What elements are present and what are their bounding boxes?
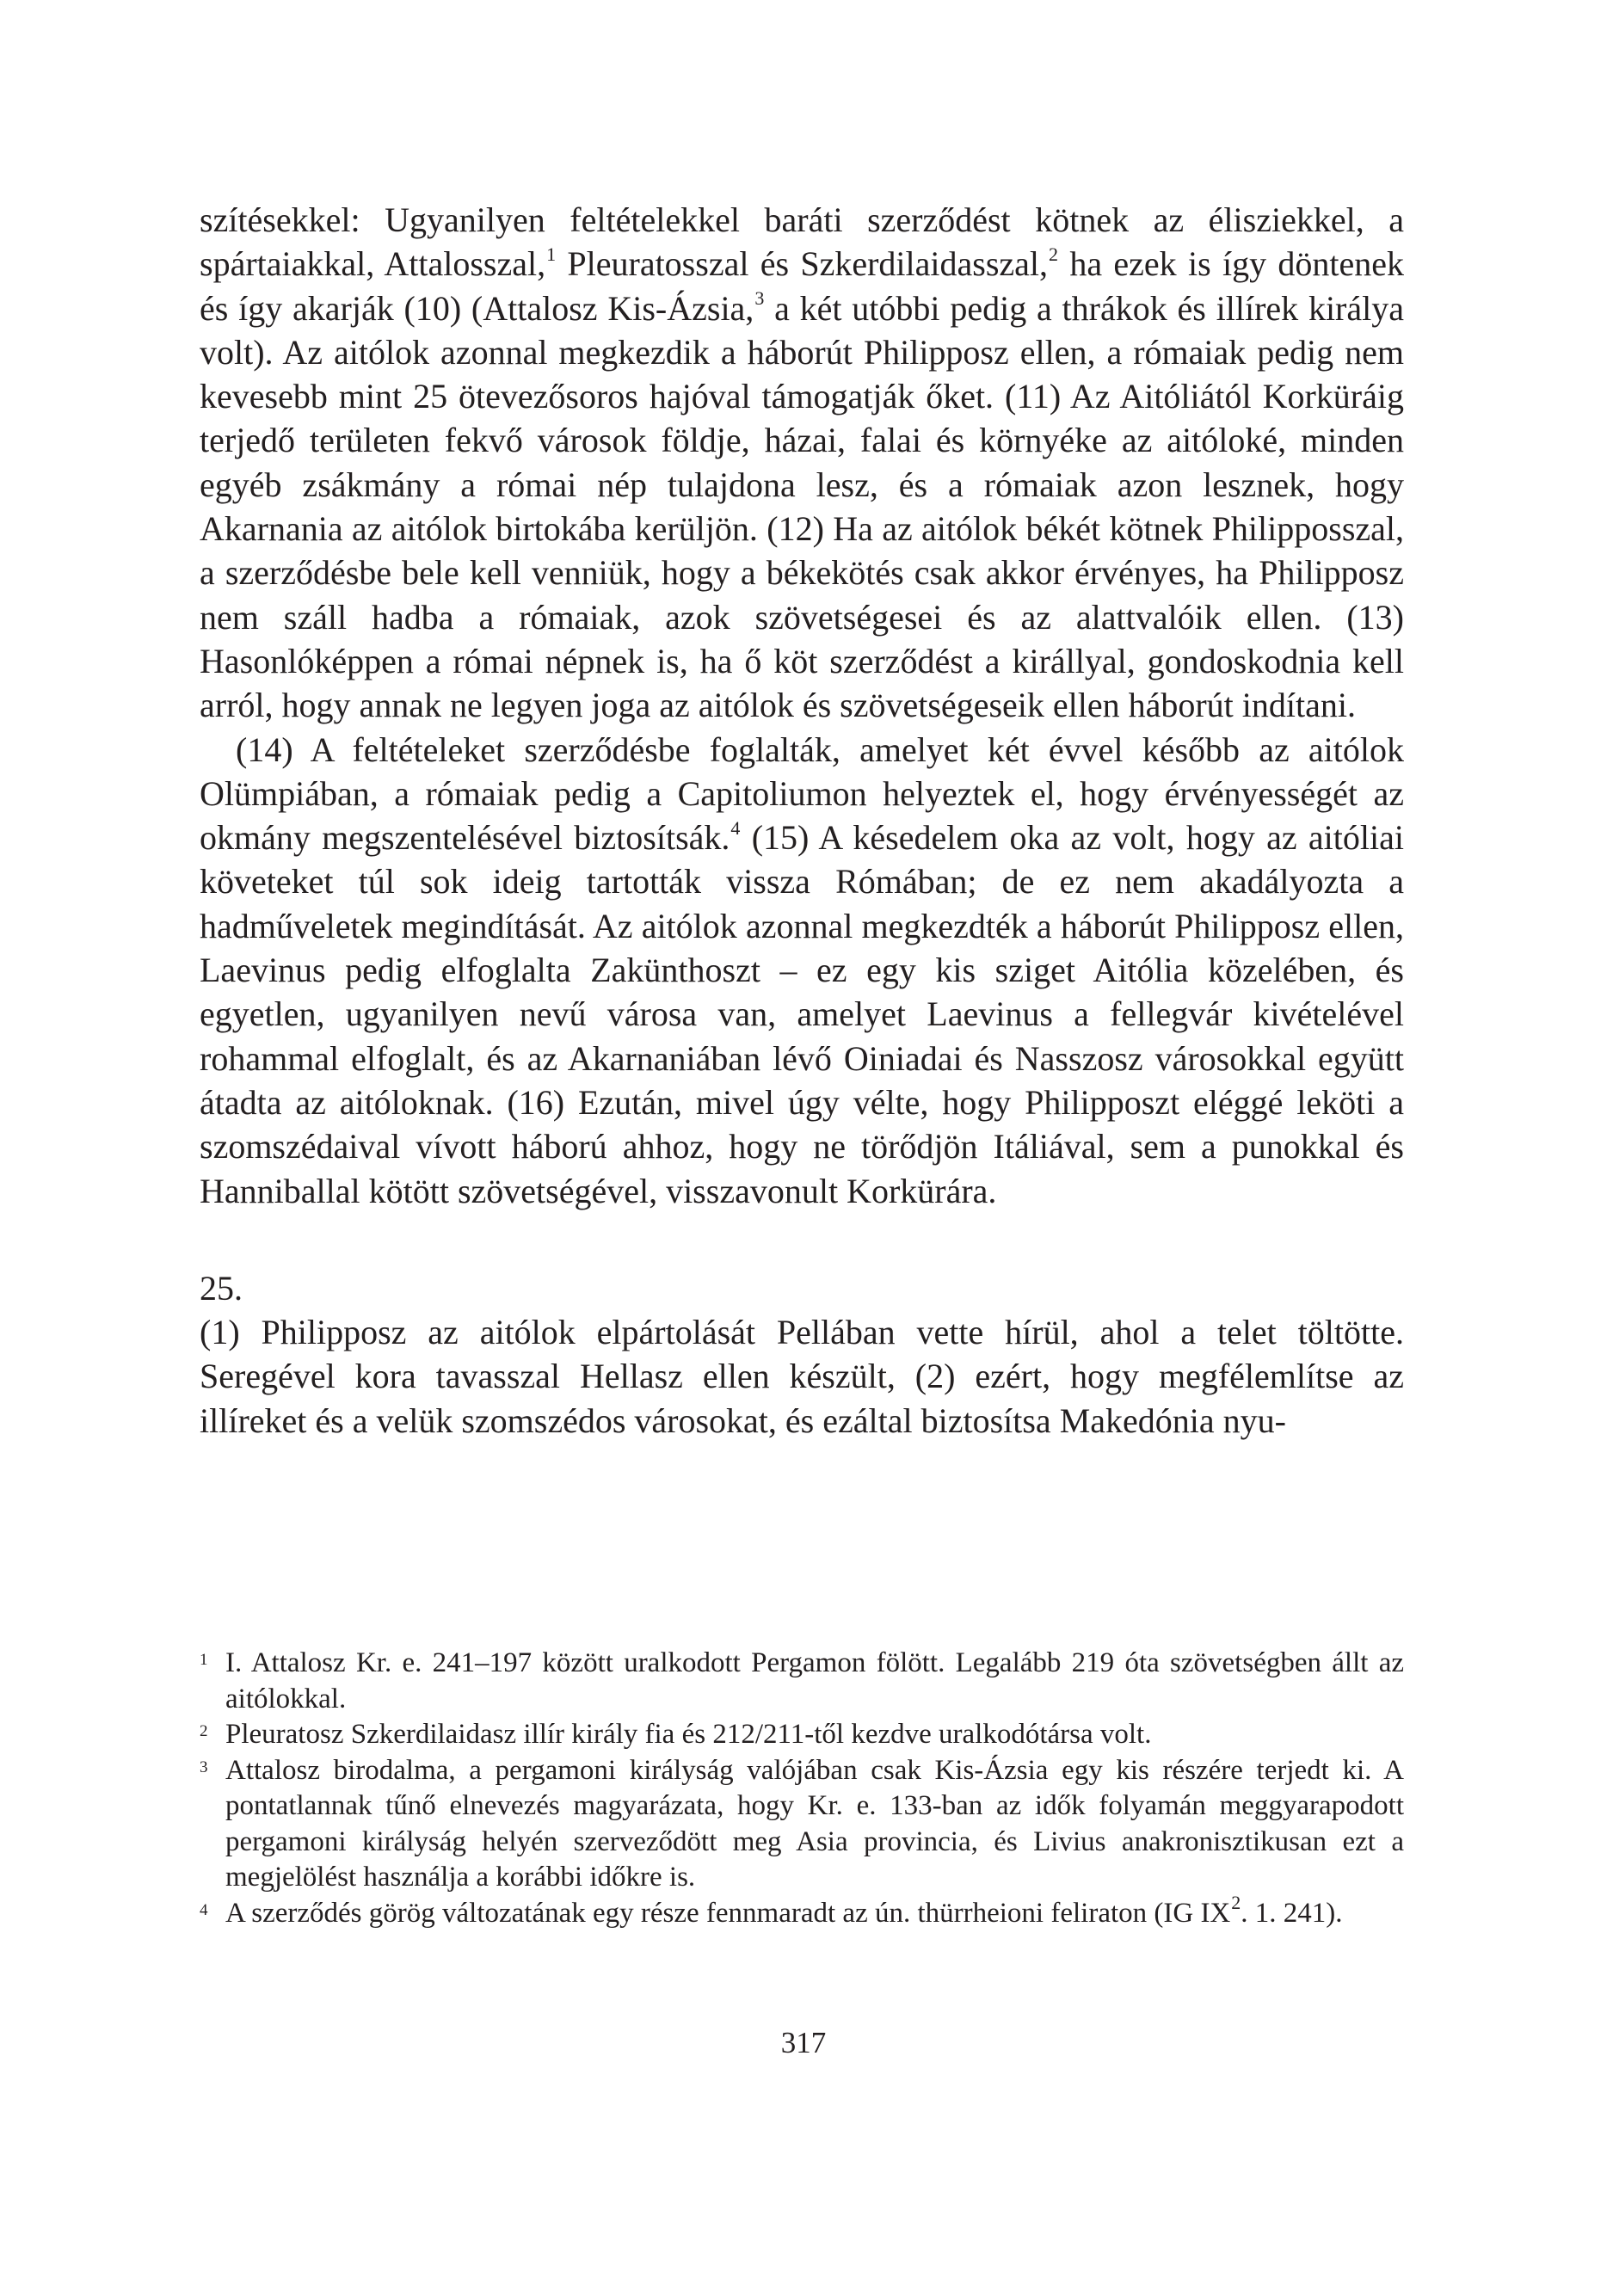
footnotes [200, 1646, 1404, 1931]
footnote-2-mark: 2 [200, 1722, 208, 1740]
footnote-4-text-a: A szerződés görög változatának egy része fennmaradt az ún. thürrheioni feliraton (IG IX [225, 1897, 1231, 1929]
footnote-4 [200, 1891, 1404, 1932]
paragraph-2-text-a: (14) A feltételeket szerződésbe foglalták, amelyet két évvel később az aitólok Olümpiában, a rómaiak pedig a Capitoliumon helyeztek el, hogy érvényességét az okmány megszentelésével biztosítsák. [200, 729, 1404, 858]
page-number: 317 [780, 2026, 827, 2059]
footnote-3 [200, 1753, 1404, 1896]
footnote-1 [200, 1646, 1404, 1717]
footnote-ref-4: 4 [730, 816, 741, 839]
footnote-1-text: I. Attalosz Kr. e. 241–197 között uralkodott Pergamon fölött. Legalább 219 óta szövetségben állt az aitólokkal. [225, 1647, 1404, 1714]
paragraph-1 [200, 198, 1404, 728]
footnote-1-mark: 1 [200, 1651, 208, 1669]
section-number: 25. [200, 1268, 243, 1308]
paragraph-1-text-b: Pleuratosszal és Szkerdilaidasszal, [556, 244, 1049, 284]
footnote-ref-3: 3 [754, 287, 765, 310]
paragraph-1-text-a: szítésekkel: Ugyanilyen feltételekkel baráti szerződést kötnek az élisziekkel, a spártaiakkal, Attalosszal, [200, 200, 1404, 284]
footnote-4-superscript: 2 [1231, 1891, 1241, 1913]
paragraph-2-text-b: (15) A késedelem oka az volt, hogy az aitóliai követeket túl sok ideig tartották vissza Rómában; de ez nem akadályozta a hadműveletek megindítását. Az aitólok azonnal megkezdték a háborút Philipposz ellen, Laevinus pedig elfoglalta Zakünthoszt – ez egy kis sziget Aitólia közelében, és egyetlen, ugyanilyen nevű városa van, amelyet Laevinus a fellegvár kivételével rohammal elfoglalt, és az Akarnaniában lévő Oiniadai és Nasszosz városokkal együtt átadta az aitóloknak. (16) Ezután, mivel úgy vélte, hogy Philipposzt eléggé leköti a szomszédaival vívott háború ahhoz, hogy ne törődjön Itáliával, sem a punokkal és Hanniballal kötött szövetségével, visszavonult Korkürára. [200, 818, 1404, 1210]
footnote-3-text: Attalosz birodalma, a pergamoni királyság valójában csak Kis-Ázsia egy kis részére terjedt ki. A pontatlannak tűnő elnevezés magyarázata, hogy Kr. e. 133-ban az idők folyamán meggyarapodott pergamoni királyság helyén szerveződött meg Asia provincia, és Livius anakronisztikusan ezt a megjelölést használja a korábbi időkre is. [225, 1754, 1404, 1893]
footnote-ref-2: 2 [1049, 243, 1059, 265]
footnote-2 [200, 1717, 1404, 1753]
paragraph-2 [200, 728, 1404, 1213]
main-text [200, 198, 1404, 1443]
paragraph-1-text-d: a két utóbbi pedig a thrákok és illírek királya volt). Az aitólok azonnal megkezdik a háborút Philipposz ellen, a rómaiak pedig nem kevesebb mint 25 ötevezősoros hajóval támogatják őket. (11) Az Aitóliától Korküráig terjedő területen fekvő városok földje, házai, falai és környéke az aitóloké, minden egyéb zsákmány a római nép tulajdona lesz, és a rómaiak azon lesznek, hogy Akarnania az aitólok birtokába kerüljön. (12) Ha az aitólok békét kötnek Philipposszal, a szerződésbe bele kell venniük, hogy a békekötés csak akkor érvényes, ha Philipposz nem száll hadba a rómaiak, azok szövetségesei és az alattvalóik ellen. (13) Hasonlóképpen a római népnek is, ha ő köt szerződést a királlyal, gondoskodnia kell arról, hogy annak ne legyen joga az aitólok és szövetségeseik ellen háborút indítani. [200, 288, 1404, 725]
footnote-4-text-b: . 1. 241). [1241, 1897, 1343, 1929]
footnote-3-mark: 3 [200, 1757, 208, 1776]
paragraph-3: (1) Philipposz az aitólok elpártolását Pellában vette hírül, ahol a telet töltötte. Seregével kora tavasszal Hellasz ellen készült, (2) ezért, hogy megfélemlítse az illíreket és a velük szomszédos városokat, és ezáltal biztosítsa Makedónia nyu- [200, 1313, 1404, 1440]
footnote-4-mark: 4 [200, 1900, 208, 1919]
footnote-2-text: Pleuratosz Szkerdilaidasz illír király fia és 212/211-től kezdve uralkodótársa volt. [225, 1719, 1152, 1750]
footnote-ref-1: 1 [546, 243, 557, 265]
paragraph-1-text-c: ha ezek is így döntenek és így akarják (10) (Attalosz Kis-Ázsia, [200, 244, 1404, 328]
